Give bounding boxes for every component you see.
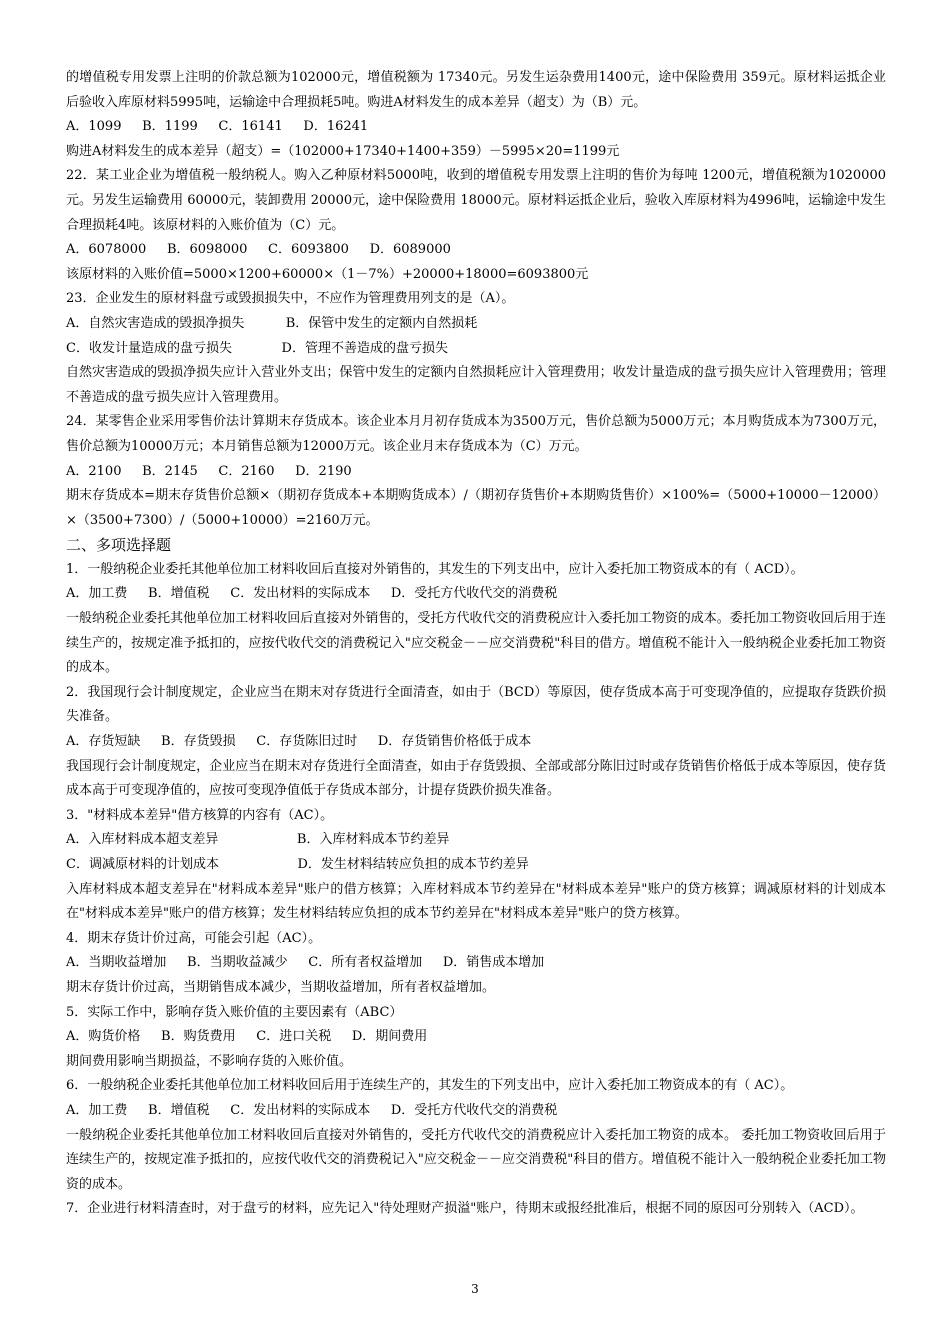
text-line: 期末存货计价过高，当期销售成本减少，当期收益增加，所有者权益增加。	[66, 979, 496, 995]
options-line: A．6078000 B．6098000 C．6093800 D．6089000	[66, 242, 451, 258]
question-multi-2: 2．我国现行会计制度规定，企业应当在期末对存货进行全面清查，如由于（BCD）等原因，使存货成本高于可变现净值的，应提取存货跌价损失准备。	[66, 684, 886, 725]
options-line: C．收发计量造成的盘亏损失 D．管理不善造成的盘亏损失	[66, 340, 448, 356]
document-body	[66, 66, 886, 1222]
question-multi-5: 5．实际工作中，影响存货入账价值的主要因素有（ABC）	[66, 1004, 403, 1020]
text-line: 期间费用影响当期损益，不影响存货的入账价值。	[66, 1053, 353, 1069]
options-line: A．2100 B．2145 C．2160 D．2190	[66, 463, 352, 479]
question-multi-1: 1．一般纳税企业委托其他单位加工材料收回后直接对外销售的，其发生的下列支出中，应计入委托加工物资成本的有（ ACD）。	[66, 561, 804, 577]
options-line: A．入库材料成本超支差异 B．入库材料成本节约差异	[66, 832, 450, 848]
text-line: 一般纳税企业委托其他单位加工材料收回后直接对外销售的，受托方代收代交的消费税应计入委托加工物资的成本。委托加工物资收回后用于连续生产的，按规定准予抵扣的，应按代收代交的消费税记入"应交税金－－应交消费税"科目的借方。增值税不能计入一般纳税企业委托加工物资的成本。	[66, 611, 886, 676]
question-24: 24．某零售企业采用零售价法计算期末存货成本。该企业本月月初存货成本为3500万元，售价总额为5000万元；本月购货成本为7300万元，售价总额为10000万元；本月销售总额为12000万元。该企业月末存货成本为（C）万元。	[66, 414, 886, 454]
text-line: 期末存货成本=期末存货售价总额×（期初存货成本+本期购货成本）/（期初存货售价+本期购货售价）×100%=（5000+10000－12000）×（3500+7300）/（5000+10000）=2160万元。	[66, 488, 886, 528]
options-line: A．当期收益增加 B．当期收益减少 C．所有者权益增加 D．销售成本增加	[66, 955, 545, 971]
options-line: A．1099 B．1199 C．16141 D．16241	[66, 119, 369, 135]
question-multi-6: 6．一般纳税企业委托其他单位加工材料收回后用于连续生产的，其发生的下列支出中，应计入委托加工物资成本的有（ AC）。	[66, 1078, 794, 1094]
text-line: 自然灾害造成的毁损净损失应计入营业外支出；保管中发生的定额内自然损耗应计入管理费用；收发计量造成的盘亏损失应计入管理费用；管理不善造成的盘亏损失应计入管理费用。	[66, 365, 886, 405]
options-line: A．加工费 B．增值税 C．发出材料的实际成本 D．受托方代收代交的消费税	[66, 586, 558, 602]
options-line: C．调减原材料的计划成本 D．发生材料结转应负担的成本节约差异	[66, 857, 529, 872]
text-line: 一般纳税企业委托其他单位加工材料收回后直接对外销售的，受托方代收代交的消费税应计入委托加工物资的成本。 委托加工物资收回后用于连续生产的，按规定准予抵扣的，应按代收代交的消费税记入"应交税金－－应交消费税"科目的借方。增值税不能计入一般纳税企业委托加工物资的成本。	[66, 1127, 886, 1192]
question-multi-3: 3．"材料成本差异"借方核算的内容有（AC）。	[66, 807, 334, 823]
text-line: 的增值税专用发票上注明的价款总额为102000元，增值税额为 17340元。另发生运杂费用1400元，途中保险费用 359元。原材料运抵企业后验收入库原材料5995吨，运输途中合理损耗5吨。购进A材料发生的成本差异（超支）为（B）元。	[66, 70, 886, 110]
question-multi-4: 4．期末存货计价过高，可能会引起（AC）。	[66, 930, 322, 946]
text-line: 购进A材料发生的成本差异（超支）=（102000+17340+1400+359）－5995×20=1199元	[66, 143, 620, 159]
text-line: 我国现行会计制度规定，企业应当在期末对存货进行全面清查，如由于存货毁损、全部或部分陈旧过时或存货销售价格低于成本等原因，使存货成本高于可变现净值的，应按可变现净值低于存货成本部分，计提存货跌价损失准备。	[66, 758, 886, 799]
question-multi-7: 7．企业进行材料清查时，对于盘亏的材料，应先记入"待处理财产损溢"账户，待期末或报经批准后，根据不同的原因可分别转入（ACD）。	[66, 1201, 864, 1217]
question-23: 23．企业发生的原材料盘亏或毁损损失中，不应作为管理费用列支的是（A）。	[66, 291, 515, 307]
options-line: A．自然灾害造成的毁损净损失 B．保管中发生的定额内自然损耗	[66, 315, 478, 331]
options-line: A．存货短缺 B．存货毁损 C．存货陈旧过时 D．存货销售价格低于成本	[66, 734, 532, 750]
text-line: 入库材料成本超支差异在"材料成本差异"账户的借方核算；入库材料成本节约差异在"材料成本差异"账户的贷方核算；调减原材料的计划成本在"材料成本差异"账户的借方核算；发生材料结转应负担的成本节约差异在"材料成本差异"账户的贷方核算。	[66, 881, 886, 922]
page-number: 3	[471, 1282, 479, 1296]
section-heading: 二、多项选择题	[66, 536, 172, 555]
text-line: 该原材料的入账价值=5000×1200+60000×（1－7%）+20000+18000=6093800元	[66, 266, 589, 282]
options-line: A．加工费 B．增值税 C．发出材料的实际成本 D．受托方代收代交的消费税	[66, 1102, 558, 1118]
question-22: 22．某工业企业为增值税一般纳税人。购入乙种原材料5000吨，收到的增值税专用发票上注明的售价为每吨 1200元，增值税额为1020000元。另发生运输费用 60000元，装卸费用 20000元，途中保险费用 18000元。原材料运抵企业后，验收入库原材料为4996吨，运输途中发生合理损耗4吨。该原材料的入账价值为（C）元。	[66, 168, 886, 233]
options-line: A．购货价格 B．购货费用 C．进口关税 D．期间费用	[66, 1029, 428, 1045]
